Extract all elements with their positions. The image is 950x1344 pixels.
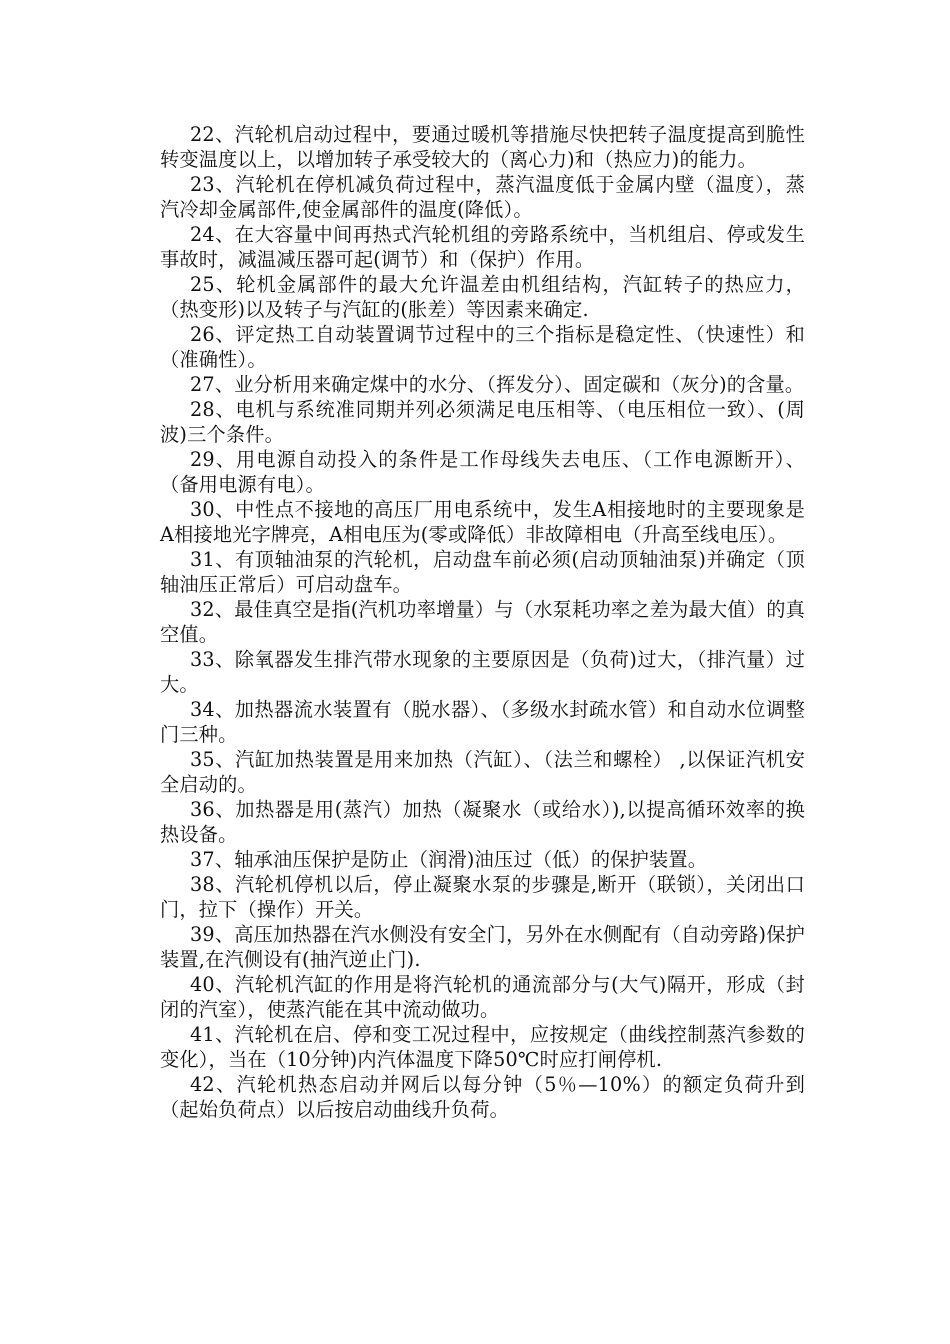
question-28: 28、电机与系统准同期并列必须满足电压相等、（电压相位一致）、(周波)三个条件。	[160, 398, 805, 446]
question-38: 38、汽轮机停机以后，停止凝聚水泵的步骤是,断开（联锁），关闭出口门，拉下（操作）开关。	[160, 873, 805, 921]
question-35: 35、汽缸加热装置是用来加热（汽缸）、（法兰和螺栓） ,以保证汽机安全启动的。	[160, 748, 805, 796]
question-31: 31、有顶轴油泵的汽轮机，启动盘车前必须(启动顶轴油泵)并确定（顶轴油压正常后）可启动盘车。	[160, 548, 805, 596]
question-22: 22、汽轮机启动过程中，要通过暖机等措施尽快把转子温度提高到脆性转变温度以上，以增加转子承受较大的（离心力)和（热应力)的能力。	[160, 123, 805, 171]
question-34: 34、加热器流水装置有（脱水器）、（多级水封疏水管）和自动水位调整门三种。	[160, 698, 805, 746]
document-page	[160, 122, 805, 1122]
question-23: 23、汽轮机在停机减负荷过程中，蒸汽温度低于金属内壁（温度），蒸汽冷却金属部件,使金属部件的温度(降低）。	[160, 173, 805, 221]
question-42: 42、汽轮机热态启动并网后以每分钟（5％—10%）的额定负荷升到（起始负荷点）以后按启动曲线升负荷。	[160, 1073, 805, 1121]
question-33: 33、除氧器发生排汽带水现象的主要原因是（负荷)过大，（排汽量）过大。	[160, 648, 805, 696]
question-36: 36、加热器是用(蒸汽）加热（凝聚水（或给水）),以提高循环效率的换热设备。	[160, 798, 805, 846]
question-39: 39、高压加热器在汽水侧没有安全门，另外在水侧配有（自动旁路)保护装置,在汽侧设有(抽汽逆止门).	[160, 923, 805, 971]
question-24: 24、在大容量中间再热式汽轮机组的旁路系统中，当机组启、停或发生事故时，减温减压器可起(调节）和（保护）作用。	[160, 223, 805, 271]
question-40: 40、汽轮机汽缸的作用是将汽轮机的通流部分与(大气)隔开，形成（封闭的汽室），使蒸汽能在其中流动做功。	[160, 973, 805, 1021]
question-30: 30、中性点不接地的高压厂用电系统中，发生A相接地时的主要现象是A相接地光字牌亮，A相电压为(零或降低）非故障相电（升高至线电压）。	[160, 498, 805, 546]
question-25: 25、轮机金属部件的最大允许温差由机组结构，汽缸转子的热应力，（热变形)以及转子与汽缸的(胀差）等因素来确定.	[160, 273, 805, 321]
question-37: 37、轴承油压保护是防止（润滑)油压过（低）的保护装置。	[190, 848, 708, 871]
question-32: 32、最佳真空是指(汽机功率增量）与（水泵耗功率之差为最大值）的真空值。	[160, 598, 805, 646]
question-27: 27、业分析用来确定煤中的水分、（挥发分）、固定碳和（灰分)的含量。	[190, 373, 805, 396]
question-41: 41、汽轮机在启、停和变工况过程中，应按规定（曲线控制蒸汽参数的变化），当在（10分钟)内汽体温度下降50℃时应打闸停机.	[160, 1023, 805, 1071]
question-26: 26、评定热工自动装置调节过程中的三个指标是稳定性、（快速性）和（准确性）。	[160, 323, 805, 371]
question-29: 29、用电源自动投入的条件是工作母线失去电压、（工作电源断开）、（备用电源有电）。	[160, 448, 805, 496]
